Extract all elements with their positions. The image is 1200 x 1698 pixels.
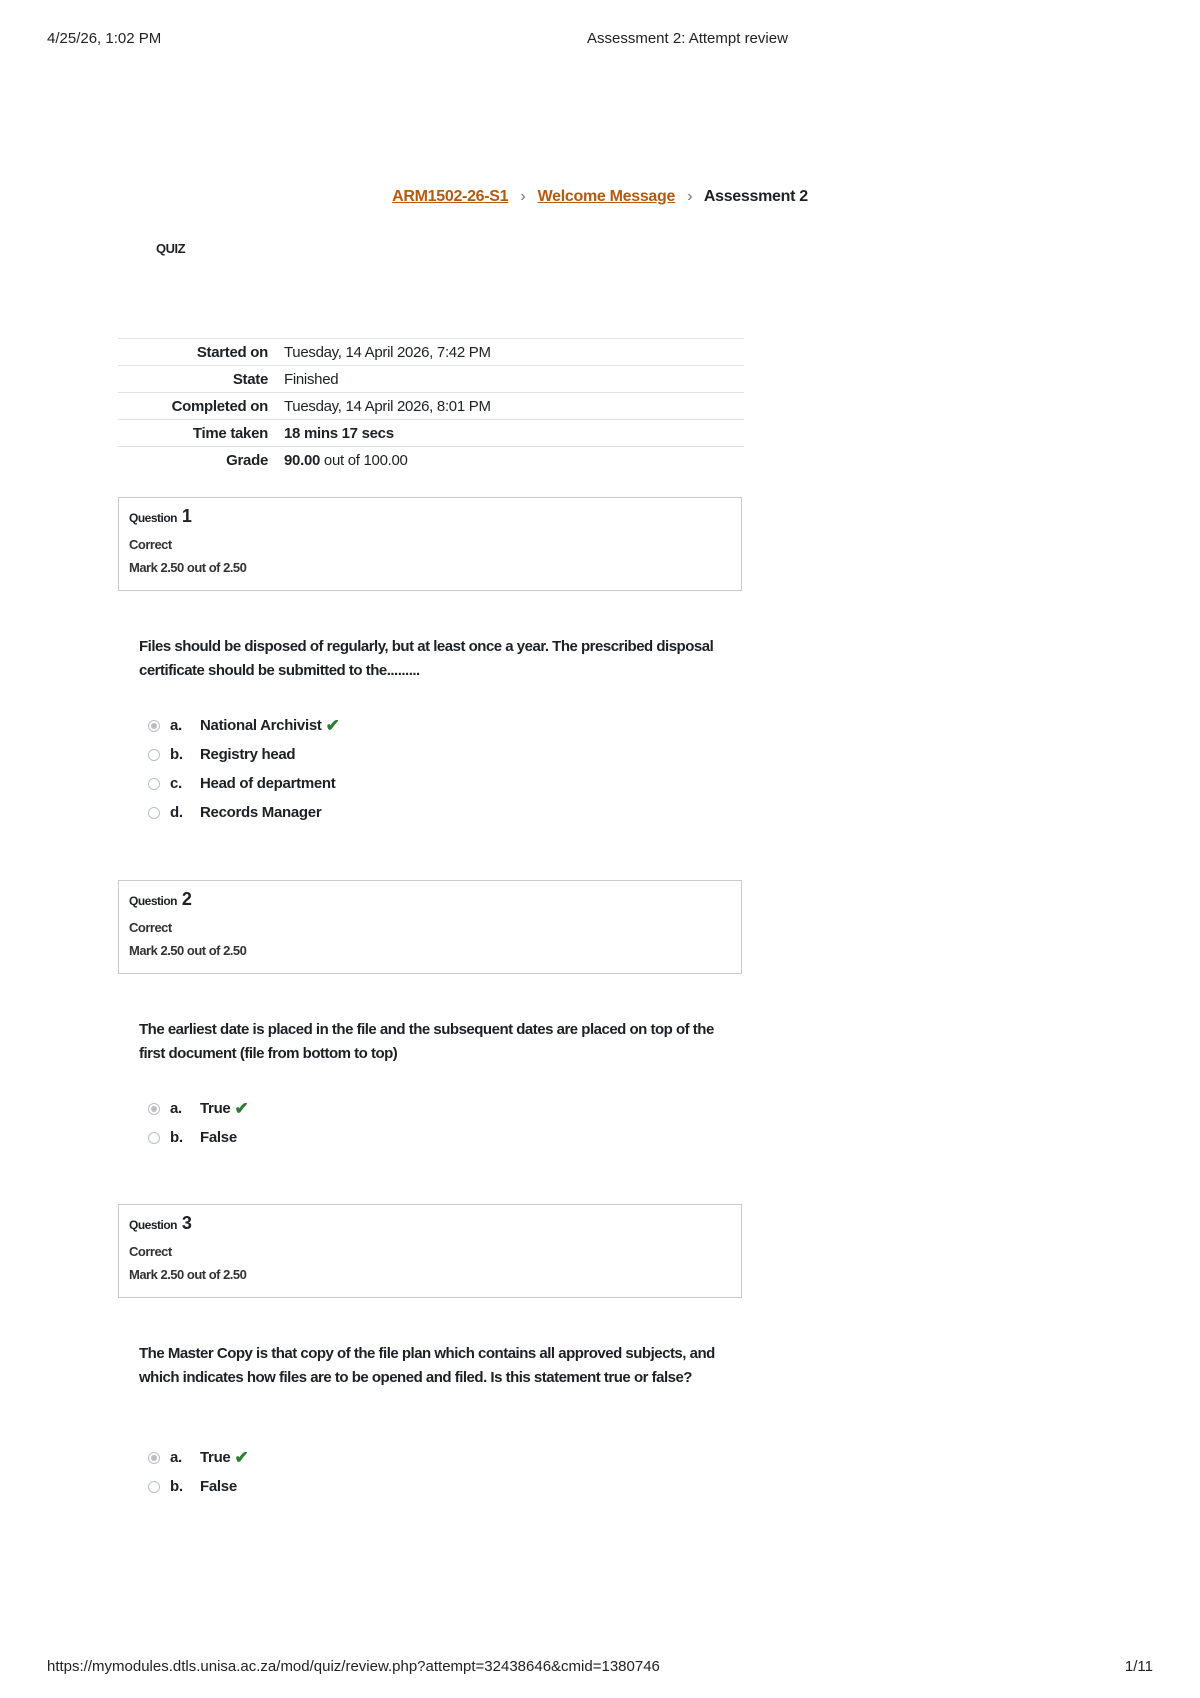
- summary-label: Completed on: [118, 393, 276, 420]
- answer-option[interactable]: [148, 1472, 548, 1501]
- summary-label: Grade: [118, 447, 276, 474]
- answer-list: [148, 1443, 548, 1501]
- answer-letter: a.: [170, 1100, 182, 1117]
- question-grade: Mark 2.50 out of 2.50: [129, 1267, 247, 1282]
- check-icon: ✔: [325, 715, 340, 735]
- answer-text: True: [200, 1100, 231, 1117]
- summary-row-completed: [118, 393, 744, 420]
- summary-row-time-taken: [118, 420, 744, 447]
- radio-icon[interactable]: [148, 1481, 160, 1493]
- grade-out-of: out of 100.00: [320, 451, 408, 469]
- summary-row-grade: [118, 447, 744, 474]
- print-header: [47, 30, 1153, 52]
- answer-letter: a.: [170, 717, 182, 734]
- question-state: Correct: [129, 1244, 172, 1259]
- answer-text: Head of department: [200, 775, 336, 792]
- question-number: Question 1: [129, 506, 192, 526]
- print-footer: [47, 1658, 1153, 1680]
- summary-label: State: [118, 366, 276, 393]
- answer-letter: a.: [170, 1449, 182, 1466]
- question-info-box: [118, 1204, 742, 1298]
- answer-option[interactable]: [148, 1443, 548, 1472]
- breadcrumb-current: Assessment 2: [703, 188, 808, 205]
- breadcrumb-section-link[interactable]: Welcome Message: [537, 188, 676, 205]
- answer-option[interactable]: [148, 769, 548, 798]
- summary-value: 18 mins 17 secs: [276, 420, 744, 447]
- answer-option[interactable]: [148, 740, 548, 769]
- answer-option[interactable]: [148, 1094, 548, 1123]
- radio-selected-icon[interactable]: [148, 720, 160, 732]
- radio-icon[interactable]: [148, 807, 160, 819]
- answer-option[interactable]: [148, 1123, 548, 1152]
- radio-icon[interactable]: [148, 1132, 160, 1144]
- question-grade: Mark 2.50 out of 2.50: [129, 560, 247, 575]
- radio-icon[interactable]: [148, 778, 160, 790]
- check-icon: ✔: [234, 1447, 249, 1467]
- summary-value: Tuesday, 14 April 2026, 8:01 PM: [276, 393, 744, 420]
- print-url: https://mymodules.dtls.unisa.ac.za/mod/quiz/review.php?attempt=32438646&cmid=1380746: [47, 1658, 660, 1675]
- question-grade: Mark 2.50 out of 2.50: [129, 943, 247, 958]
- print-page-number: 1/11: [1124, 1658, 1153, 1675]
- answer-text: False: [200, 1478, 237, 1495]
- question-text: Files should be disposed of regularly, but at least once a year. The prescribed disposal certificate should be submitted to the.........: [139, 638, 714, 679]
- question-text: The earliest date is placed in the file and the subsequent dates are placed on top of the first document (file from bottom to top): [139, 1021, 714, 1062]
- grade-score: 90.00: [284, 451, 321, 469]
- question-state: Correct: [129, 537, 172, 552]
- print-datetime: 4/25/26, 1:02 PM: [47, 30, 162, 47]
- radio-selected-icon[interactable]: [148, 1452, 160, 1464]
- answer-option[interactable]: [148, 711, 548, 740]
- summary-label: Started on: [118, 339, 276, 366]
- question-number: Question 3: [129, 1213, 192, 1233]
- breadcrumb: [0, 188, 1200, 206]
- summary-row-started: [118, 339, 744, 366]
- answer-letter: b.: [170, 1129, 183, 1146]
- activity-type-label: QUIZ: [156, 241, 186, 256]
- question-info-box: [118, 497, 742, 591]
- radio-icon[interactable]: [148, 749, 160, 761]
- answer-option[interactable]: [148, 798, 548, 827]
- breadcrumb-course-link[interactable]: ARM1502-26-S1: [392, 188, 509, 205]
- answer-list: [148, 711, 548, 827]
- chevron-right-icon: ›: [520, 188, 526, 205]
- question-state: Correct: [129, 920, 172, 935]
- print-page-title: Assessment 2: Attempt review: [587, 30, 788, 47]
- answer-text: Records Manager: [200, 804, 322, 821]
- answer-text: National Archivist: [200, 717, 322, 734]
- answer-text: Registry head: [200, 746, 296, 763]
- answer-letter: d.: [170, 804, 183, 821]
- summary-value: Finished: [276, 366, 744, 393]
- answer-letter: b.: [170, 746, 183, 763]
- answer-letter: c.: [170, 775, 182, 792]
- check-icon: ✔: [234, 1098, 249, 1118]
- radio-selected-icon[interactable]: [148, 1103, 160, 1115]
- summary-label: Time taken: [118, 420, 276, 447]
- question-info-box: [118, 880, 742, 974]
- question-number: Question 2: [129, 889, 192, 909]
- attempt-summary-table: [118, 338, 744, 473]
- chevron-right-icon: ›: [687, 188, 693, 205]
- answer-text: True: [200, 1449, 231, 1466]
- summary-value: Tuesday, 14 April 2026, 7:42 PM: [276, 339, 744, 366]
- answer-list: [148, 1094, 548, 1152]
- answer-letter: b.: [170, 1478, 183, 1495]
- answer-text: False: [200, 1129, 237, 1146]
- summary-row-state: [118, 366, 744, 393]
- question-text: The Master Copy is that copy of the file plan which contains all approved subjects, and which indicates how files are to be opened and filed. Is this statement true or false?: [139, 1345, 715, 1386]
- summary-value: [276, 447, 744, 474]
